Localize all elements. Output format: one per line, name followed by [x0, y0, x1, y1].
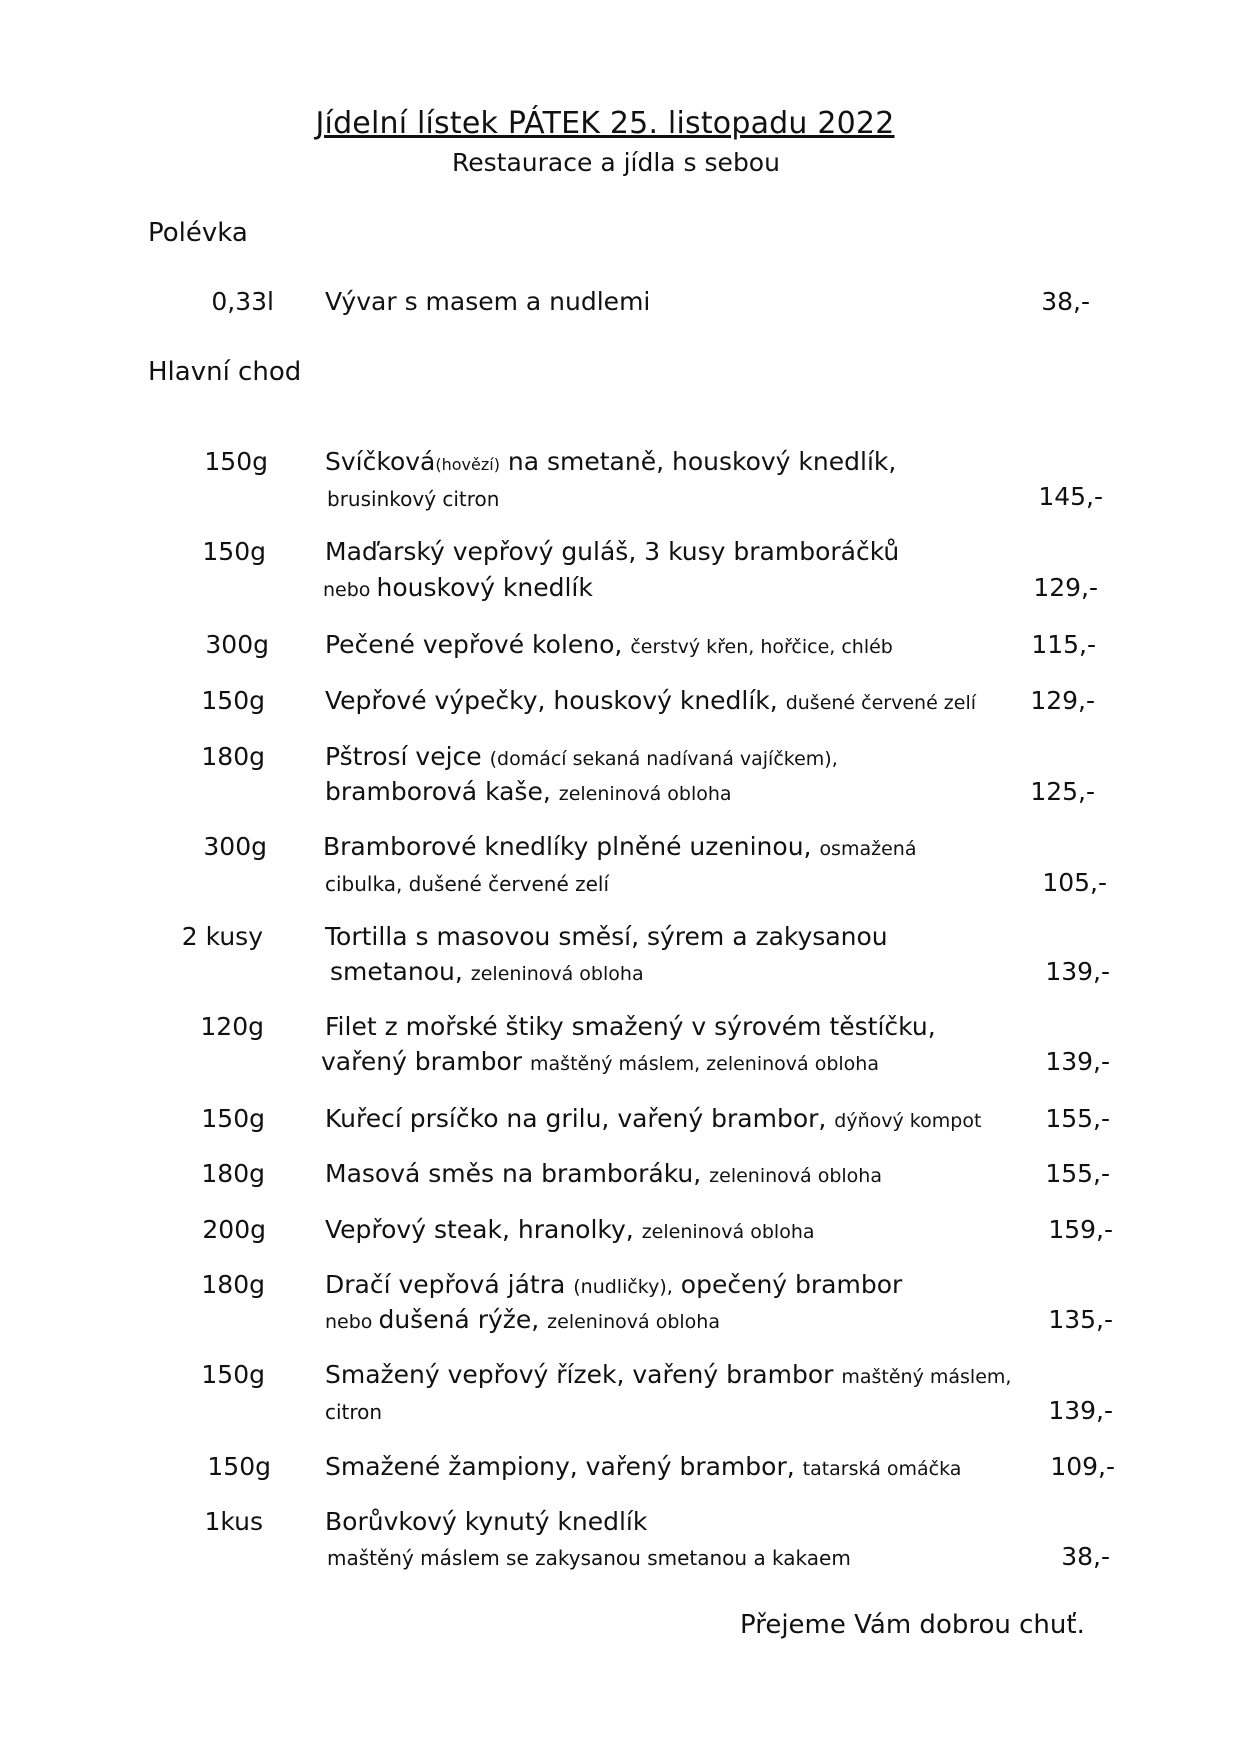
item-detail — [325, 872, 609, 896]
item-detail — [323, 573, 593, 602]
item-name — [325, 1452, 961, 1481]
item-side: dušené červené zelí — [785, 692, 977, 714]
item-detail — [325, 777, 732, 806]
item-name — [325, 1104, 981, 1133]
item-detail — [321, 1047, 879, 1076]
item-price: 139,- — [1045, 1047, 1110, 1076]
item-side: cibulka, dušené červené zelí — [325, 872, 610, 896]
item-main: Bramborové knedlíky plněné uzeninou, — [323, 832, 820, 861]
item-price: 38,- — [1061, 1542, 1110, 1571]
item-qty: 150g — [201, 1360, 265, 1389]
closing-message: Přejeme Vám dobrou chuť. — [740, 1610, 1085, 1640]
item-prefix: nebo — [323, 579, 377, 601]
item-main-line2: dušená rýže, — [378, 1305, 548, 1334]
item-main: Vepřový steak, hranolky, — [325, 1215, 642, 1244]
item-qty: 300g — [203, 832, 267, 861]
item-qty: 2 kusy — [181, 922, 263, 951]
item-qty: 150g — [207, 1452, 271, 1481]
item-name — [325, 447, 896, 476]
item-qty: 150g — [204, 447, 268, 476]
item-price: 135,- — [1048, 1305, 1113, 1334]
item-side: čerstvý křen, hořčice, chléb — [630, 636, 893, 658]
item-name — [325, 287, 650, 316]
item-price: 129,- — [1030, 686, 1095, 715]
item-qty: 150g — [201, 686, 265, 715]
item-name — [325, 1507, 647, 1536]
item-qty: 180g — [201, 1270, 265, 1299]
item-price: 125,- — [1030, 777, 1095, 806]
item-qty: 300g — [205, 630, 269, 659]
item-prefix: nebo — [325, 1311, 379, 1333]
item-main-line2: smetanou, — [330, 957, 471, 986]
item-side: zeleninová obloha — [641, 1221, 815, 1243]
item-main: Pštrosí vejce — [325, 742, 490, 771]
item-qty: 180g — [201, 742, 265, 771]
item-main: Filet z mořské štiky smažený v sýrovém těstíčku, — [325, 1012, 936, 1041]
item-side: tatarská omáčka — [802, 1458, 962, 1480]
item-price: 105,- — [1042, 868, 1107, 897]
item-name — [325, 742, 838, 771]
item-main: Tortilla s masovou směsí, sýrem a zakysanou — [325, 922, 888, 951]
item-side: zeleninová obloha — [470, 963, 644, 985]
item-main: Smažené žampiony, vařený brambor, — [325, 1452, 803, 1481]
item-main: Masová směs na bramboráku, — [325, 1159, 710, 1188]
item-price: 109,- — [1050, 1452, 1115, 1481]
item-qty: 1kus — [204, 1507, 263, 1536]
item-price: 155,- — [1045, 1104, 1110, 1133]
item-side: osmažená — [819, 838, 917, 860]
item-note: (hovězí) — [435, 455, 500, 474]
item-side: maštěný máslem se zakysanou smetanou a kakaem — [327, 1546, 851, 1570]
item-price: 145,- — [1038, 482, 1103, 511]
section-heading-soup: Polévka — [148, 218, 248, 248]
item-side: citron — [325, 1400, 383, 1424]
item-price: 139,- — [1048, 1396, 1113, 1425]
item-name — [325, 1270, 902, 1299]
item-side: dýňový kompot — [834, 1110, 982, 1132]
item-main: Vývar s masem a nudlemi — [325, 287, 651, 316]
item-name — [325, 1159, 882, 1188]
item-name — [323, 832, 916, 861]
item-side: zeleninová obloha — [558, 783, 732, 805]
item-name — [325, 1012, 936, 1041]
item-main: Borůvkový kynutý knedlík — [325, 1507, 648, 1536]
item-side: zeleninová obloha — [547, 1311, 720, 1333]
menu-title: Jídelní lístek PÁTEK 25. listopadu 2022 — [315, 106, 895, 141]
item-qty: 120g — [200, 1012, 264, 1041]
item-name — [325, 686, 976, 715]
item-price: 139,- — [1045, 957, 1110, 986]
item-detail — [327, 487, 499, 511]
item-price: 38,- — [1041, 287, 1090, 316]
menu-subtitle: Restaurace a jídla s sebou — [452, 148, 780, 177]
section-heading-main: Hlavní chod — [148, 357, 302, 387]
item-side: (domácí sekaná nadívaná vajíčkem), — [489, 748, 838, 770]
item-price: 159,- — [1048, 1215, 1113, 1244]
item-main-line2: vařený brambor — [321, 1047, 531, 1076]
item-name — [325, 1215, 815, 1244]
item-qty: 180g — [201, 1159, 265, 1188]
item-detail — [327, 1546, 851, 1570]
item-main: Dračí vepřová játra — [325, 1270, 574, 1299]
item-note: (nudličky), — [573, 1276, 673, 1298]
item-detail — [325, 1400, 382, 1424]
item-main: Pečené vepřové koleno, — [325, 630, 631, 659]
item-main: Kuřecí prsíčko na grilu, vařený brambor, — [325, 1104, 835, 1133]
item-main-cont: na smetaně, houskový knedlík, — [499, 447, 897, 476]
item-qty: 0,33l — [211, 287, 274, 316]
item-name — [325, 922, 888, 951]
item-detail — [330, 957, 644, 986]
item-price: 155,- — [1045, 1159, 1110, 1188]
item-qty: 150g — [202, 537, 266, 566]
item-name — [325, 630, 893, 659]
item-main: Smažený vepřový řízek, vařený brambor — [325, 1360, 842, 1389]
item-qty: 200g — [202, 1215, 266, 1244]
item-main: Maďarský vepřový guláš, 3 kusy bramboráčků — [325, 537, 900, 566]
item-side: maštěný máslem, zeleninová obloha — [530, 1053, 879, 1075]
item-main: Vepřové výpečky, houskový knedlík, — [325, 686, 786, 715]
item-name — [325, 1360, 1011, 1389]
item-main: Svíčková — [325, 447, 436, 476]
item-side: brusinkový citron — [327, 487, 500, 511]
item-side: zeleninová obloha — [709, 1165, 882, 1187]
item-main-line2: houskový knedlík — [376, 573, 593, 602]
item-side: maštěný máslem, — [841, 1366, 1012, 1388]
item-qty: 150g — [201, 1104, 265, 1133]
item-name — [325, 537, 899, 566]
item-detail — [325, 1305, 720, 1334]
item-price: 129,- — [1033, 573, 1098, 602]
item-main-cont: opečený brambor — [672, 1270, 903, 1299]
item-main-line2: bramborová kaše, — [325, 777, 559, 806]
item-price: 115,- — [1031, 630, 1096, 659]
